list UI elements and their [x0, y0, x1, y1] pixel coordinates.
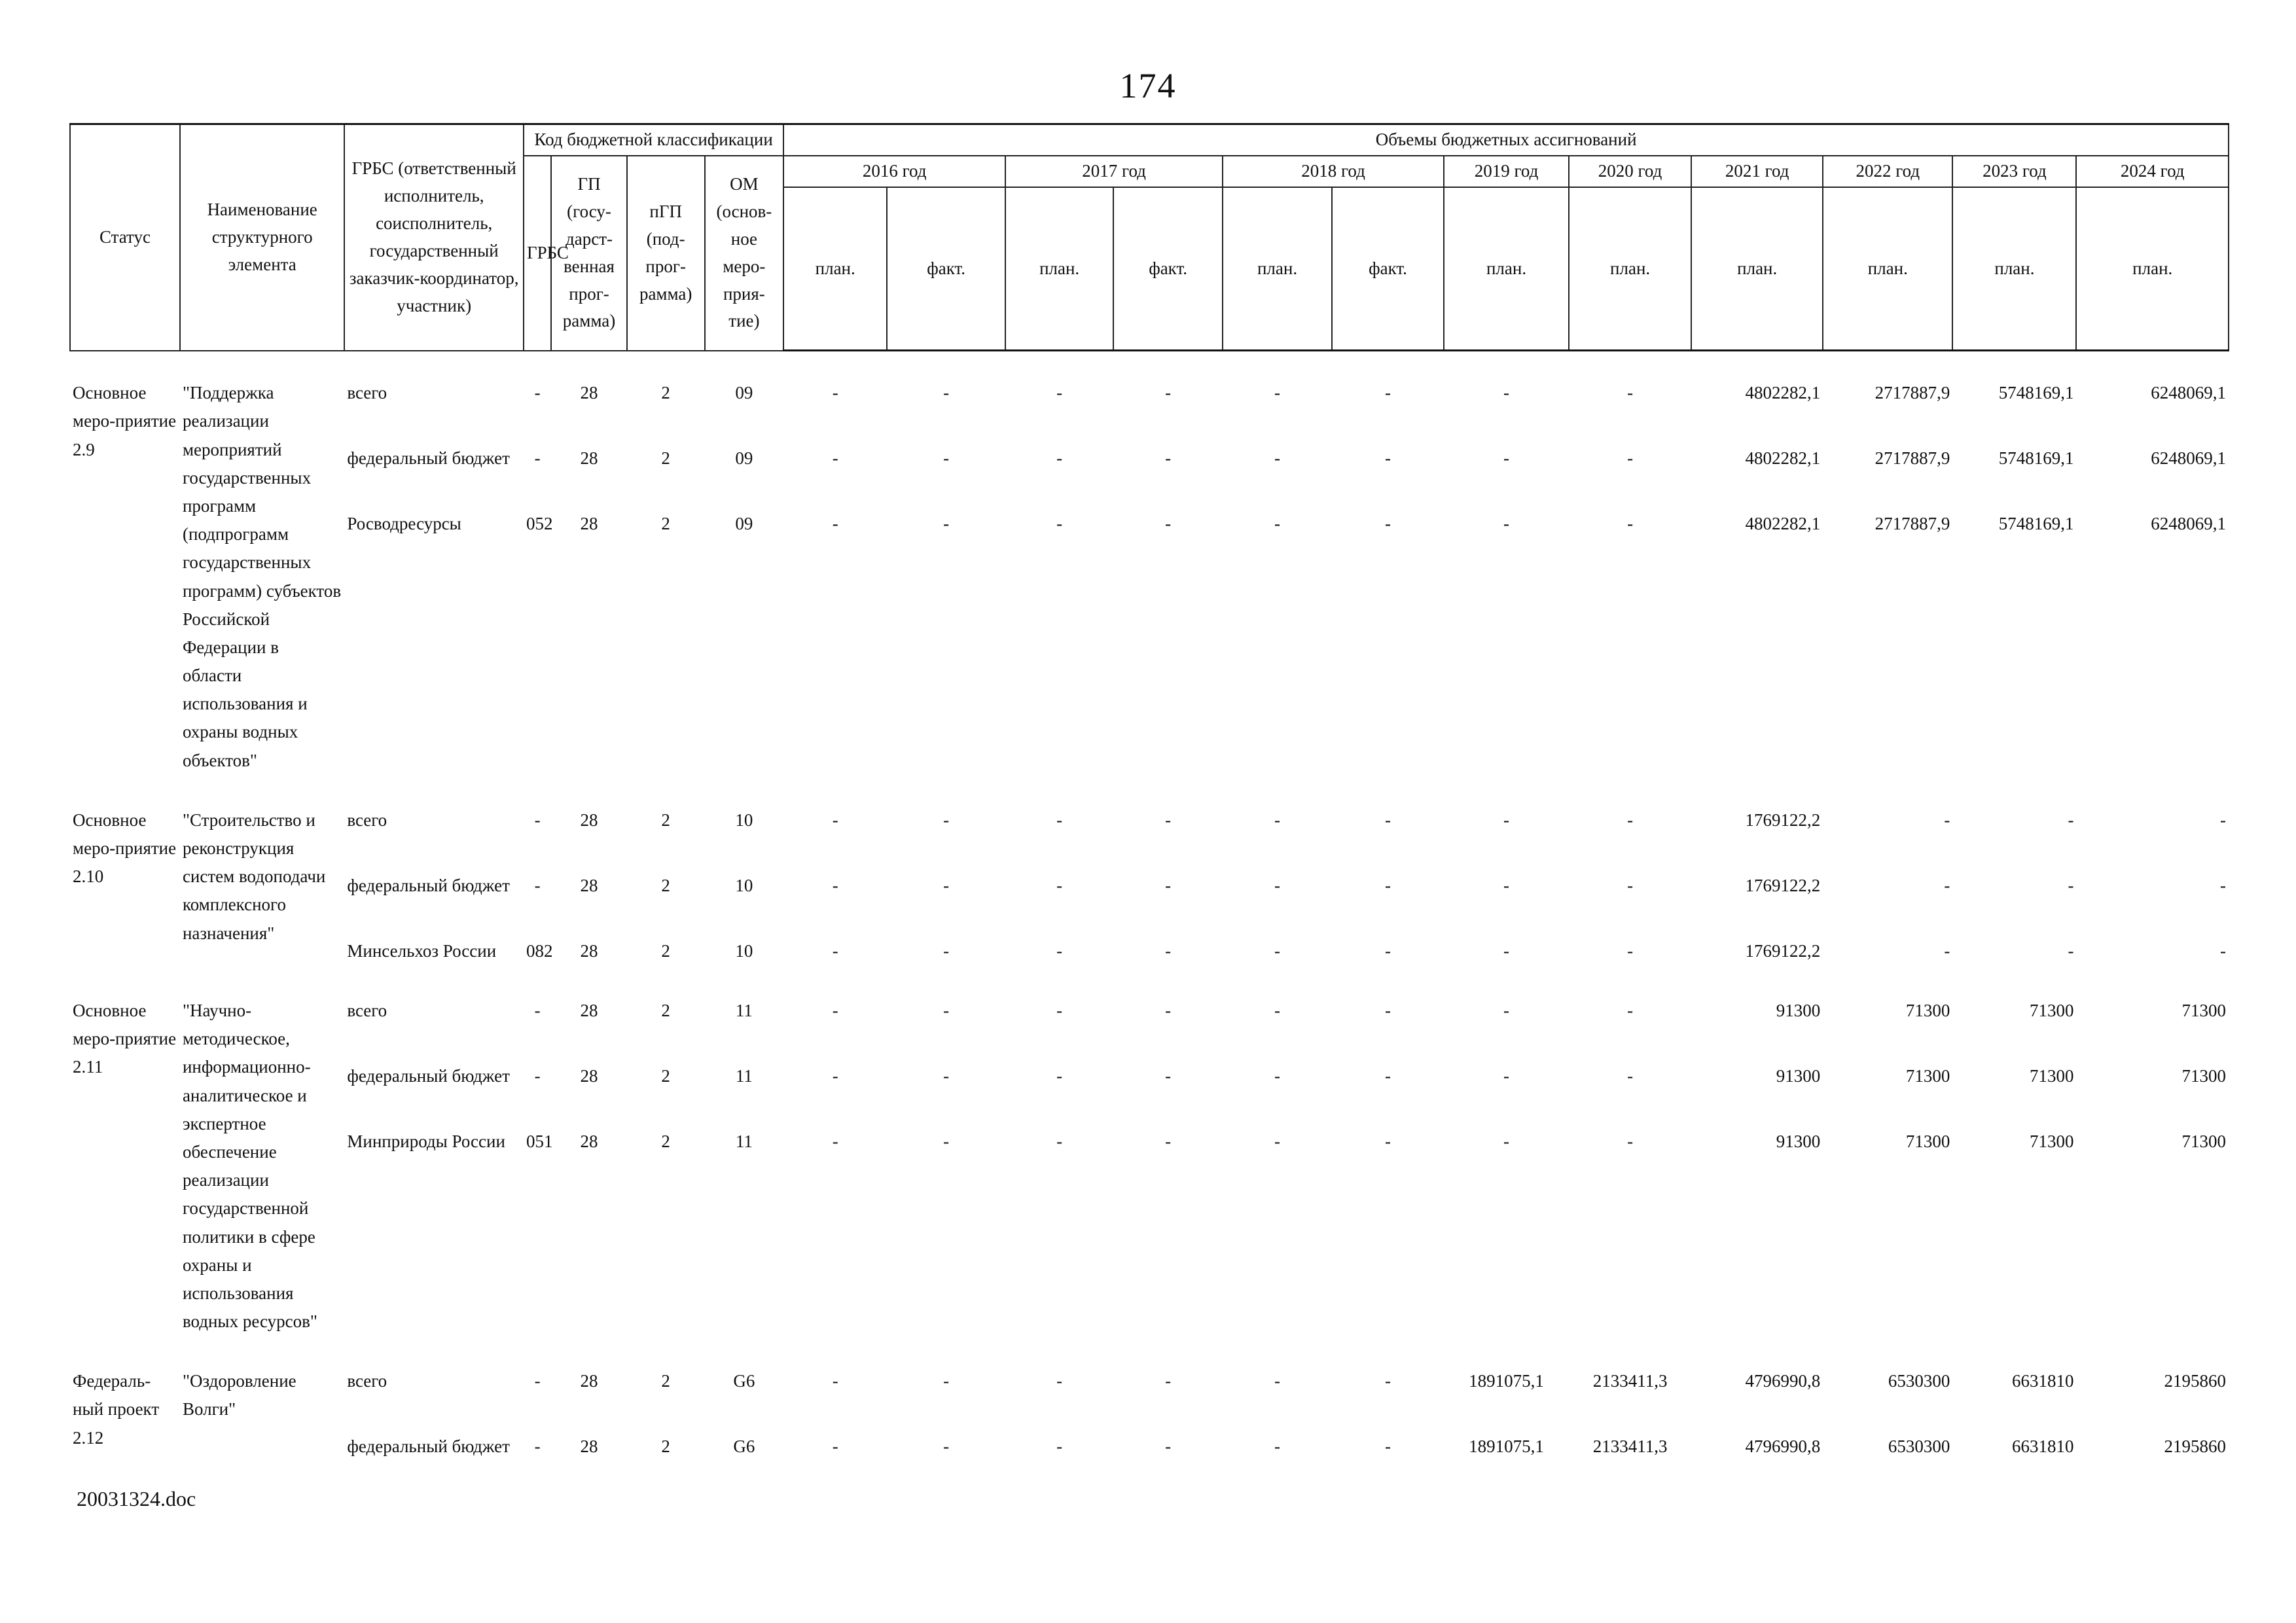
table-row	[70, 1429, 2229, 1465]
row-value: -	[1385, 514, 1391, 534]
table-row	[70, 993, 2229, 1058]
row-value: -	[943, 1371, 950, 1391]
row-value: -	[1385, 1066, 1391, 1086]
row-value: 5748169,1	[1998, 383, 2074, 403]
row-value: 6631810	[2011, 1436, 2074, 1457]
row-code-om: G6	[733, 1436, 755, 1457]
row-value: -	[1385, 448, 1391, 469]
row-code-pgp: 2	[661, 1066, 670, 1086]
row-value: -	[1165, 875, 1172, 895]
row-value: -	[832, 810, 838, 830]
row-code-gp: 28	[580, 1371, 598, 1391]
row-value: -	[943, 514, 950, 534]
header-year: 2018 год	[1223, 156, 1444, 187]
row-value: -	[1385, 1132, 1391, 1151]
row-value: -	[1165, 1001, 1172, 1020]
row-code-gp: 28	[580, 875, 598, 895]
row-element-name: "Поддержка реализации мероприятий государственных программ (подпрограмм государственных программ) субъектов Российской Федерации в области использования и охраны водных объектов"	[182, 383, 342, 770]
row-value: -	[1274, 1066, 1281, 1086]
header-year: 2023 год	[1952, 156, 2076, 187]
row-spacer	[70, 779, 2229, 802]
row-value: -	[2220, 940, 2226, 961]
row-value: -	[1274, 514, 1281, 534]
row-value: -	[832, 383, 838, 403]
table-row	[70, 440, 2229, 506]
row-code-gp: 28	[580, 514, 598, 534]
row-value: 6248069,1	[2151, 448, 2226, 469]
row-value: 2195860	[2164, 1371, 2226, 1391]
row-value: 2717887,9	[1874, 514, 1950, 534]
row-value: -	[1274, 1371, 1281, 1391]
row-value: 2717887,9	[1874, 448, 1950, 469]
header-fact: факт.	[1332, 187, 1444, 351]
row-value: -	[1503, 875, 1510, 895]
row-value: -	[1056, 1001, 1063, 1020]
row-value: -	[832, 514, 838, 534]
row-value: -	[1627, 1066, 1634, 1086]
row-value: -	[1944, 875, 1950, 895]
row-value: -	[1627, 514, 1634, 534]
header-plan: план.	[1823, 187, 1952, 351]
row-value: 2133411,3	[1592, 1436, 1668, 1457]
row-value: 6631810	[2011, 1371, 2074, 1391]
row-value: -	[943, 383, 950, 403]
row-code-gp: 28	[580, 1132, 598, 1151]
row-value: -	[1627, 875, 1634, 895]
row-value: 1769122,2	[1745, 940, 1821, 961]
row-value: -	[1165, 1371, 1172, 1391]
header-year: 2017 год	[1005, 156, 1223, 187]
row-grbs: Минсельхоз России	[347, 940, 497, 961]
row-code-pgp: 2	[661, 514, 670, 534]
row-value: 91300	[1776, 1001, 1821, 1020]
row-code-gp: 28	[580, 383, 598, 403]
row-code-gp: 28	[580, 810, 598, 830]
row-value: -	[1627, 383, 1634, 403]
row-value: -	[1385, 1436, 1391, 1457]
row-value: 5748169,1	[1998, 514, 2074, 534]
row-value: -	[1385, 875, 1391, 895]
row-value: -	[1627, 448, 1634, 469]
row-element-name: "Оздоровление Волги"	[182, 1371, 296, 1419]
row-spacer	[70, 351, 2229, 376]
row-value: 4802282,1	[1745, 448, 1821, 469]
header-plan: план.	[2076, 187, 2229, 351]
row-code-pgp: 2	[661, 1371, 670, 1391]
row-value: 2133411,3	[1592, 1371, 1668, 1391]
table-row	[70, 802, 2229, 868]
table-row	[70, 1124, 2229, 1340]
row-value: -	[943, 810, 950, 830]
row-value: -	[943, 1066, 950, 1086]
row-value: -	[1385, 383, 1391, 403]
row-code-pgp: 2	[661, 1001, 670, 1020]
row-code-om: 11	[735, 1001, 753, 1020]
row-value: -	[1385, 1001, 1391, 1020]
row-code-gp: 28	[580, 448, 598, 469]
header-year: 2021 год	[1691, 156, 1823, 187]
row-value: 71300	[1905, 1066, 1950, 1086]
row-value: -	[832, 1371, 838, 1391]
row-value: -	[1274, 810, 1281, 830]
row-value: -	[1056, 1066, 1063, 1086]
row-value: -	[1503, 448, 1510, 469]
row-code-grbs: -	[534, 1371, 541, 1391]
row-value: -	[1627, 810, 1634, 830]
row-value: -	[1056, 383, 1063, 403]
row-code-om: 09	[735, 514, 753, 534]
row-grbs: всего	[347, 383, 387, 403]
row-value: -	[943, 1132, 950, 1151]
page-number: 174	[1119, 66, 1177, 105]
row-value: 71300	[2029, 1132, 2074, 1151]
row-code-grbs: -	[534, 1001, 541, 1020]
row-value: -	[1627, 940, 1634, 961]
row-code-om: 09	[735, 448, 753, 469]
row-code-om: 10	[735, 940, 753, 961]
row-code-pgp: 2	[661, 940, 670, 961]
row-value: -	[832, 1132, 838, 1151]
row-value: -	[2220, 875, 2226, 895]
row-code-grbs: -	[534, 1066, 541, 1086]
row-value: -	[1274, 383, 1281, 403]
row-status: Федераль-ный проект 2.12	[73, 1371, 160, 1448]
row-value: -	[1503, 810, 1510, 830]
row-value: 6530300	[1888, 1436, 1950, 1457]
row-value: 71300	[2029, 1001, 2074, 1020]
header-name: Наименование структурного элемента	[180, 124, 344, 351]
row-code-gp: 28	[580, 940, 598, 961]
table-row	[70, 375, 2229, 440]
row-code-gp: 28	[580, 1066, 598, 1086]
row-value: -	[1056, 514, 1063, 534]
row-value: -	[943, 1436, 950, 1457]
row-value: 71300	[2181, 1001, 2226, 1020]
row-value: 71300	[2181, 1132, 2226, 1151]
header-status: Статус	[70, 124, 180, 351]
row-status: Основное меро-приятие 2.9	[73, 383, 177, 459]
row-code-grbs: -	[534, 448, 541, 469]
row-grbs: федеральный бюджет	[347, 448, 510, 469]
row-spacer	[70, 969, 2229, 993]
header-plan: план.	[1005, 187, 1113, 351]
row-value: 2717887,9	[1874, 383, 1950, 403]
row-value: -	[1274, 448, 1281, 469]
row-code-om: 11	[735, 1132, 753, 1151]
row-status: Основное меро-приятие 2.11	[73, 1001, 177, 1077]
header-plan: план.	[1444, 187, 1569, 351]
row-value: -	[1056, 940, 1063, 961]
row-value: -	[1165, 448, 1172, 469]
row-grbs: Минприроды России	[347, 1132, 505, 1151]
row-value: -	[2068, 810, 2074, 830]
document-filename: 20031324.doc	[77, 1487, 196, 1510]
row-value: 91300	[1776, 1132, 1821, 1151]
row-value: -	[1056, 1371, 1063, 1391]
row-value: -	[1056, 875, 1063, 895]
row-value: -	[2068, 875, 2074, 895]
row-value: -	[1056, 448, 1063, 469]
row-value: -	[832, 448, 838, 469]
row-code-om: 10	[735, 810, 753, 830]
row-value: 4802282,1	[1745, 514, 1821, 534]
row-value: -	[943, 875, 950, 895]
row-value: 1891075,1	[1469, 1436, 1544, 1457]
row-value: 4796990,8	[1745, 1436, 1821, 1457]
row-value: -	[1944, 940, 1950, 961]
row-grbs: федеральный бюджет	[347, 1066, 510, 1086]
row-value: -	[1274, 1132, 1281, 1151]
header-plan: план.	[1223, 187, 1332, 351]
row-element-name: "Строительство и реконструкция систем водоподачи комплексного назначения"	[182, 810, 326, 943]
row-value: -	[1274, 940, 1281, 961]
header-year: 2020 год	[1569, 156, 1691, 187]
header-fact: факт.	[887, 187, 1005, 351]
row-code-pgp: 2	[661, 1436, 670, 1457]
row-spacer	[70, 1340, 2229, 1363]
row-value: -	[1503, 1132, 1510, 1151]
row-status: Основное меро-приятие 2.10	[73, 810, 177, 887]
header-volumes-group: Объемы бюджетных ассигнований	[783, 124, 2229, 156]
row-value: -	[1503, 1066, 1510, 1086]
row-value: -	[943, 448, 950, 469]
row-code-om: 11	[735, 1066, 753, 1086]
row-value: -	[1627, 1132, 1634, 1151]
row-grbs: федеральный бюджет	[347, 1436, 510, 1457]
row-value: 6530300	[1888, 1371, 1950, 1391]
row-value: -	[2220, 810, 2226, 830]
row-value: -	[832, 940, 838, 961]
table-row	[70, 868, 2229, 933]
row-code-om: G6	[733, 1371, 755, 1391]
row-value: -	[1503, 514, 1510, 534]
table-row	[70, 1363, 2229, 1429]
row-value: -	[1165, 514, 1172, 534]
row-value: -	[1056, 1436, 1063, 1457]
row-value: -	[832, 1066, 838, 1086]
header-code-grbs: ГРБС	[524, 156, 551, 351]
row-grbs: всего	[347, 810, 387, 830]
row-value: 6248069,1	[2151, 514, 2226, 534]
row-value: -	[1385, 1371, 1391, 1391]
row-value: -	[1503, 383, 1510, 403]
row-value: -	[1165, 1132, 1172, 1151]
row-value: -	[1165, 1436, 1172, 1457]
row-value: -	[1056, 810, 1063, 830]
row-value: 1769122,2	[1745, 875, 1821, 895]
row-value: -	[832, 1436, 838, 1457]
row-value: 71300	[2029, 1066, 2074, 1086]
row-value: -	[1165, 1066, 1172, 1086]
header-code-om: ОМ (основ-ное меро-прия-тие)	[705, 156, 784, 351]
row-value: 71300	[2181, 1066, 2226, 1086]
row-value: -	[943, 940, 950, 961]
row-value: -	[1274, 875, 1281, 895]
header-grbs-full: ГРБС (ответственный исполнитель, соисполнитель, государственный заказчик-координатор, участник)	[344, 124, 524, 351]
header-year: 2016 год	[783, 156, 1005, 187]
row-grbs: всего	[347, 1001, 387, 1020]
row-code-grbs: 052	[526, 514, 553, 534]
row-value: 6248069,1	[2151, 383, 2226, 403]
row-value: -	[1944, 810, 1950, 830]
row-code-pgp: 2	[661, 448, 670, 469]
row-code-grbs: -	[534, 383, 541, 403]
row-code-grbs: -	[534, 875, 541, 895]
table-row	[70, 933, 2229, 969]
budget-allocations-table	[69, 123, 2229, 1465]
row-code-pgp: 2	[661, 383, 670, 403]
row-value: -	[1385, 940, 1391, 961]
row-code-grbs: 051	[526, 1132, 553, 1151]
header-code-gp: ГП (госу-дарст-венная прог-рамма)	[551, 156, 627, 351]
row-value: 5748169,1	[1998, 448, 2074, 469]
row-value: -	[1385, 810, 1391, 830]
row-value: -	[1056, 1132, 1063, 1151]
row-value: 2195860	[2164, 1436, 2226, 1457]
row-value: 71300	[1905, 1001, 1950, 1020]
row-value: 1769122,2	[1745, 810, 1821, 830]
row-value: -	[1165, 810, 1172, 830]
row-value: -	[1503, 1001, 1510, 1020]
row-code-pgp: 2	[661, 875, 670, 895]
row-code-pgp: 2	[661, 810, 670, 830]
header-fact: факт.	[1113, 187, 1223, 351]
row-grbs: всего	[347, 1371, 387, 1391]
header-year: 2024 год	[2076, 156, 2229, 187]
row-value: 4802282,1	[1745, 383, 1821, 403]
row-value: 71300	[1905, 1132, 1950, 1151]
table-row	[70, 1058, 2229, 1124]
row-code-pgp: 2	[661, 1132, 670, 1151]
row-grbs: федеральный бюджет	[347, 875, 510, 895]
row-value: -	[2068, 940, 2074, 961]
row-value: 4796990,8	[1745, 1371, 1821, 1391]
row-value: -	[832, 1001, 838, 1020]
row-value: 1891075,1	[1469, 1371, 1544, 1391]
table-row	[70, 506, 2229, 779]
row-code-gp: 28	[580, 1001, 598, 1020]
header-code-pgp: пГП (под-прог-рамма)	[627, 156, 705, 351]
row-code-om: 09	[735, 383, 753, 403]
header-year: 2019 год	[1444, 156, 1569, 187]
row-code-gp: 28	[580, 1436, 598, 1457]
row-grbs: Росводресурсы	[347, 514, 461, 534]
row-code-om: 10	[735, 875, 753, 895]
row-code-grbs: -	[534, 1436, 541, 1457]
row-value: -	[1165, 383, 1172, 403]
row-value: -	[1274, 1436, 1281, 1457]
row-element-name: "Научно-методическое, информационно-аналитическое и экспертное обеспечение реализации государственной политики в сфере охраны и использования водных ресурсов"	[182, 1001, 317, 1332]
header-code-group: Код бюджетной классификации	[524, 124, 783, 156]
header-plan: план.	[783, 187, 887, 351]
header-plan: план.	[1569, 187, 1691, 351]
row-code-grbs: 082	[526, 940, 553, 961]
row-value: -	[943, 1001, 950, 1020]
row-value: -	[832, 875, 838, 895]
header-plan: план.	[1691, 187, 1823, 351]
row-code-grbs: -	[534, 810, 541, 830]
row-value: 91300	[1776, 1066, 1821, 1086]
row-value: -	[1627, 1001, 1634, 1020]
row-value: -	[1274, 1001, 1281, 1020]
header-plan: план.	[1952, 187, 2076, 351]
row-value: -	[1165, 940, 1172, 961]
row-value: -	[1503, 940, 1510, 961]
header-year: 2022 год	[1823, 156, 1952, 187]
